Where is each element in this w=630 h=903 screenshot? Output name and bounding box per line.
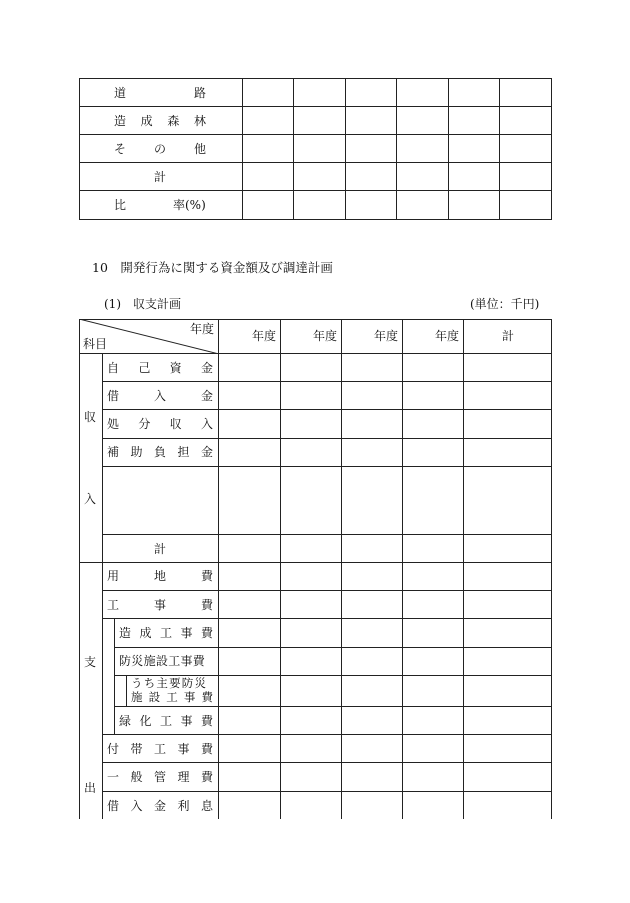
expense-interest: 借 入 金 利 息 <box>107 799 213 813</box>
header-year-col-3: 年度 <box>374 329 399 343</box>
expense-group-char-1: 支 <box>84 655 97 669</box>
header-total-col: 計 <box>502 329 515 343</box>
header-subject: 科目 <box>83 337 108 351</box>
row-label-total: 計 <box>154 170 167 184</box>
row-label-ratio-b: 率(%) <box>173 198 206 212</box>
income-group-char-1: 収 <box>84 410 97 424</box>
row-label-ratio-a: 比 <box>114 198 127 212</box>
expense-incidental: 付 帯 工 事 費 <box>107 742 213 756</box>
section-title: 10 開発行為に関する資金額及び調達計画 <box>92 260 333 275</box>
income-total: 計 <box>154 542 167 556</box>
income-disposal: 処 分 収 入 <box>107 417 213 431</box>
unit-note: (単位：千円) <box>470 297 540 311</box>
expense-construction: 工 事 費 <box>107 598 213 612</box>
expense-admin: 一 般 管 理 費 <box>107 770 213 784</box>
income-subsidy: 補 助 負 担 金 <box>107 445 213 459</box>
header-year-col-1: 年度 <box>252 329 277 343</box>
income-loans: 借 入 金 <box>107 389 213 403</box>
income-own-funds: 自 己 資 金 <box>107 361 213 375</box>
income-group-char-2: 入 <box>84 492 97 506</box>
header-year-diag: 年度 <box>190 322 215 336</box>
expense-land: 用 地 費 <box>107 569 213 583</box>
subsection-title: (1) 収支計画 <box>104 297 181 311</box>
expense-disaster: 防災施設工事費 <box>119 654 206 668</box>
expense-group-char-2: 出 <box>84 781 97 795</box>
expense-greening: 緑 化 工 事 費 <box>119 714 213 728</box>
row-label-other: そ の 他 <box>114 142 206 156</box>
expense-disaster-sub-line1: うち主要防災 <box>131 676 208 690</box>
row-label-road: 道 路 <box>114 86 206 100</box>
expense-development: 造 成 工 事 費 <box>119 626 213 640</box>
header-year-col-4: 年度 <box>435 329 460 343</box>
expense-disaster-sub-line2: 施 設 工 事 費 <box>131 690 213 704</box>
row-label-forest: 造 成 森 林 <box>114 114 206 128</box>
header-year-col-2: 年度 <box>313 329 338 343</box>
